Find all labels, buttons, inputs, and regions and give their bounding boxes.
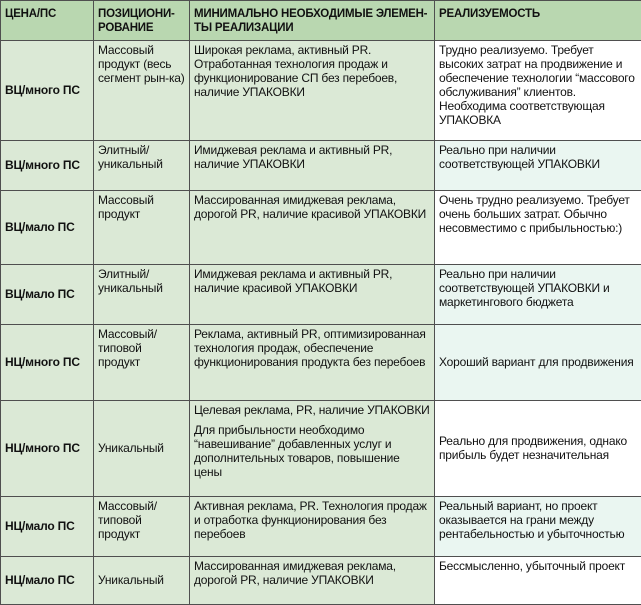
table-row [1, 497, 641, 557]
minimum-text: Целевая реклама, PR, наличие УПАКОВКИ [194, 403, 430, 417]
table-row [1, 265, 641, 325]
minimum-cell [190, 325, 435, 401]
minimum-text: Массированная имиджевая реклама, дорогой PR, наличие УПАКОВКИ [194, 559, 430, 587]
price-cell: ВЦ/много ПС [1, 41, 94, 141]
feasibility-cell: Трудно реализуемо. Требует высоких затрат на продвижение и обеспечение технологии “массового обслуживания” клиентов. Необходима соответствующая УПАКОВКА [435, 41, 641, 141]
minimum-text: Массированная имиджевая реклама, дорогой PR, наличие красивой УПАКОВКИ [194, 193, 430, 221]
feasibility-cell: Хороший вариант для продвижения [435, 325, 641, 401]
minimum-cell [190, 41, 435, 141]
minimum-cell [190, 497, 435, 557]
price-cell: ВЦ/много ПС [1, 141, 94, 191]
positioning-cell: Массовый/типовой продукт [94, 497, 190, 557]
feasibility-cell: Реальный вариант, но проект оказывается на грани между рентабельностью и убыточностью [435, 497, 641, 557]
minimum-cell [190, 401, 435, 497]
minimum-text: Имиджевая реклама и активный PR, наличие красивой УПАКОВКИ [194, 267, 430, 295]
header-positioning: ПОЗИЦИОНИ- РОВАНИЕ [94, 1, 190, 41]
feasibility-cell: Бессмысленно, убыточный проект [435, 557, 641, 605]
table-row [1, 325, 641, 401]
minimum-text: Имиджевая реклама и активный PR, наличие УПАКОВКИ [194, 143, 430, 171]
minimum-cell [190, 141, 435, 191]
header-row [1, 1, 641, 41]
positioning-cell: Массовый продукт [94, 191, 190, 265]
price-cell: НЦ/мало ПС [1, 497, 94, 557]
header-price: ЦЕНА/ПС [1, 1, 94, 41]
table-row [1, 141, 641, 191]
minimum-text: Активная реклама, PR. Технология продаж и отработка функционирования без перебоев [194, 499, 430, 541]
minimum-cell [190, 557, 435, 605]
feasibility-cell: Реально при наличии соответствующей УПАКОВКИ и маркетингового бюджета [435, 265, 641, 325]
table-row [1, 557, 641, 605]
table-row [1, 401, 641, 497]
price-cell: ВЦ/мало ПС [1, 191, 94, 265]
minimum-text: Широкая реклама, активный PR. Отработанная технология продаж и функционирование СП без перебоев, наличие УПАКОВКИ [194, 43, 430, 99]
positioning-cell: Уникальный [94, 401, 190, 497]
header-feasibility: РЕАЛИЗУЕМОСТЬ [435, 1, 641, 41]
table-row [1, 41, 641, 141]
price-cell: НЦ/мало ПС [1, 557, 94, 605]
header-minimum-elements: МИНИМАЛЬНО НЕОБХОДИМЫЕ ЭЛЕМЕН- ТЫ РЕАЛИЗАЦИИ [190, 1, 435, 41]
price-cell: НЦ/много ПС [1, 401, 94, 497]
minimum-cell [190, 191, 435, 265]
minimum-text-note: Для прибыльности необходимо “навешивание” добавленных услуг и дополнительных товаров, повышение цены [194, 423, 430, 479]
positioning-cell: Массовый/типовой продукт [94, 325, 190, 401]
feasibility-cell: Очень трудно реализуемо. Требует очень больших затрат. Обычно несовместимо с прибыльностью:) [435, 191, 641, 265]
positioning-cell: Массовый продукт (весь сегмент рын-ка) [94, 41, 190, 141]
positioning-cell: Элитный/уникальный [94, 141, 190, 191]
positioning-cell: Элитный/уникальный [94, 265, 190, 325]
feasibility-cell: Реально для продвижения, однако прибыль будет незначительная [435, 401, 641, 497]
table-row [1, 191, 641, 265]
price-cell: ВЦ/мало ПС [1, 265, 94, 325]
positioning-cell: Уникальный [94, 557, 190, 605]
minimum-cell [190, 265, 435, 325]
minimum-text: Реклама, активный PR, оптимизированная технология продаж, обеспечение функционирования продукта без перебоев [194, 327, 430, 369]
price-cell: НЦ/много ПС [1, 325, 94, 401]
feasibility-cell: Реально при наличии соответствующей УПАКОВКИ [435, 141, 641, 191]
